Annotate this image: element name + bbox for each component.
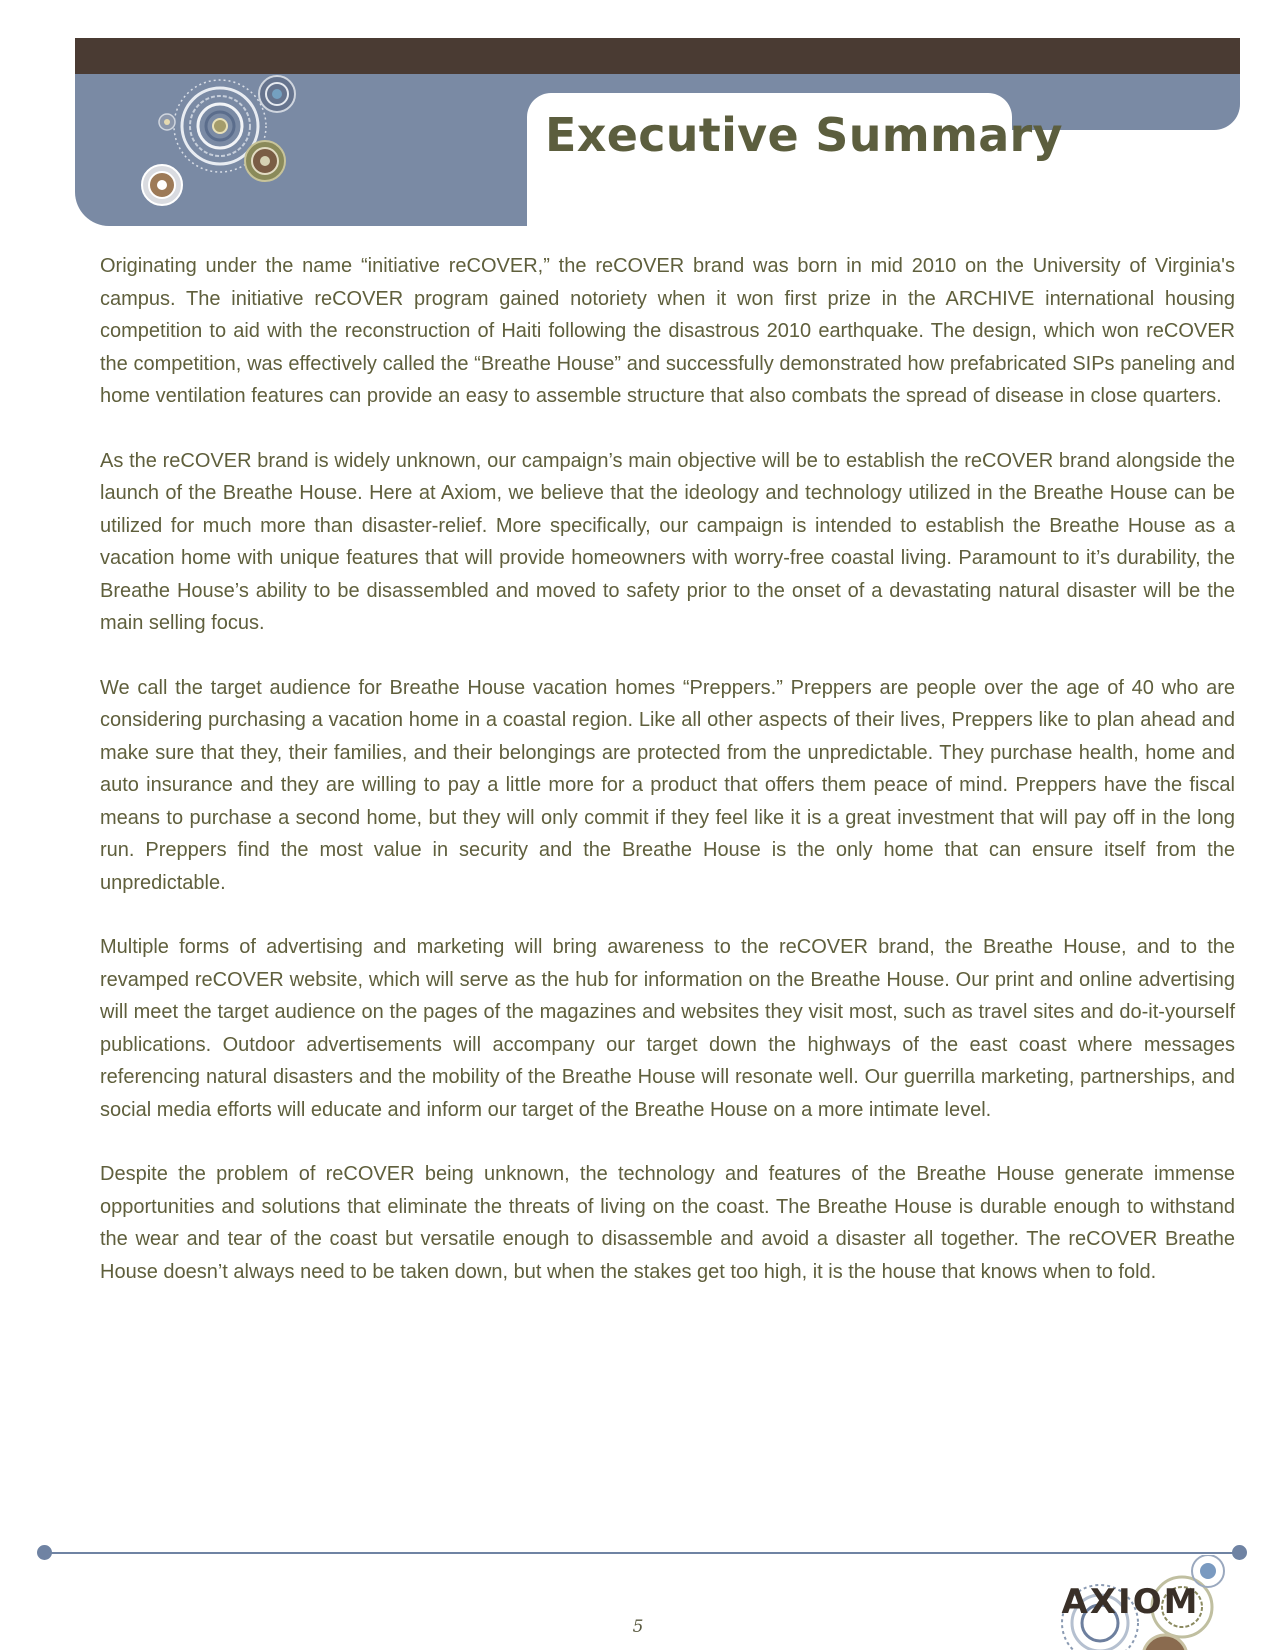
paragraph: Multiple forms of advertising and marketing will bring awareness to the reCOVER brand, the Breathe House, and to the revamped reCOVER website, which will serve as the hub for information on the Breathe House. Our print and online advertising will meet the target audience on the pages of the magazines and websites they visit most, such as travel sites and do-it-yourself publications. Outdoor advertisements will accompany our target down the highways of the east coast where messages referencing natural disasters and the mobility of the Breathe House will resonate well. Our guerrilla marketing, partnerships, and social media efforts will educate and inform our target of the Breathe House on a more intimate level. (100, 936, 1235, 1121)
concentric-circles-icon (130, 74, 330, 224)
page-number: 5 (632, 1617, 644, 1637)
footer-rule (44, 1552, 1240, 1554)
paragraph: Originating under the name “initiative reCOVER,” the reCOVER brand was born in mid 2010 on the University of Virginia's campus. The initiative reCOVER program gained notoriety when it won first prize in the ARCHIVE international housing competition to aid with the reconstruction of Haiti following the disastrous 2010 earthquake. The design, which won reCOVER the competition, was effectively called the “Breathe House” and successfully demonstrated how prefabricated SIPs paneling and home ventilation features can provide an easy to assemble structure that also combats the spread of disease in close quarters. (100, 255, 1235, 407)
axiom-logo-text: AXIOM (1061, 1582, 1200, 1622)
executive-summary-body (100, 250, 1235, 1320)
footer-rule-left-dot (37, 1545, 52, 1560)
paragraph: Despite the problem of reCOVER being unknown, the technology and features of the Breathe House generate immense opportunities and solutions that eliminate the threats of living on the coast. The Breathe House is durable enough to withstand the wear and tear of the coast but versatile enough to disassemble and avoid a disaster all together. The reCOVER Breathe House doesn’t always need to be taken down, but when the stakes get too high, it is the house that knows when to fold. (100, 1163, 1235, 1283)
page-title: Executive Summary (545, 108, 1063, 162)
header-top-bar (75, 38, 1240, 74)
paragraph: We call the target audience for Breathe House vacation homes “Preppers.” Preppers are people over the age of 40 who are considering purchasing a vacation home in a coastal region. Like all other aspects of their lives, Preppers like to plan ahead and make sure that they, their families, and their belongings are protected from the unpredictable. They purchase health, home and auto insurance and they are willing to pay a little more for a product that offers them peace of mind. Preppers have the fiscal means to purchase a second home, but they will only commit if they feel like it is a great investment that will pay off in the long run. Preppers find the most value in security and the Breathe House is the only home that can ensure itself from the unpredictable. (100, 676, 1235, 894)
paragraph: As the reCOVER brand is widely unknown, our campaign’s main objective will be to establish the reCOVER brand alongside the launch of the Breathe House. Here at Axiom, we believe that the ideology and technology utilized in the Breathe House can be utilized for much more than disaster-relief. More specifically, our campaign is intended to establish the Breathe House as a vacation home with unique features that will provide homeowners with worry-free coastal living. Paramount to it’s durability, the Breathe House’s ability to be disassembled and moved to safety prior to the onset of a devastating natural disaster will be the main selling focus. (100, 449, 1235, 634)
